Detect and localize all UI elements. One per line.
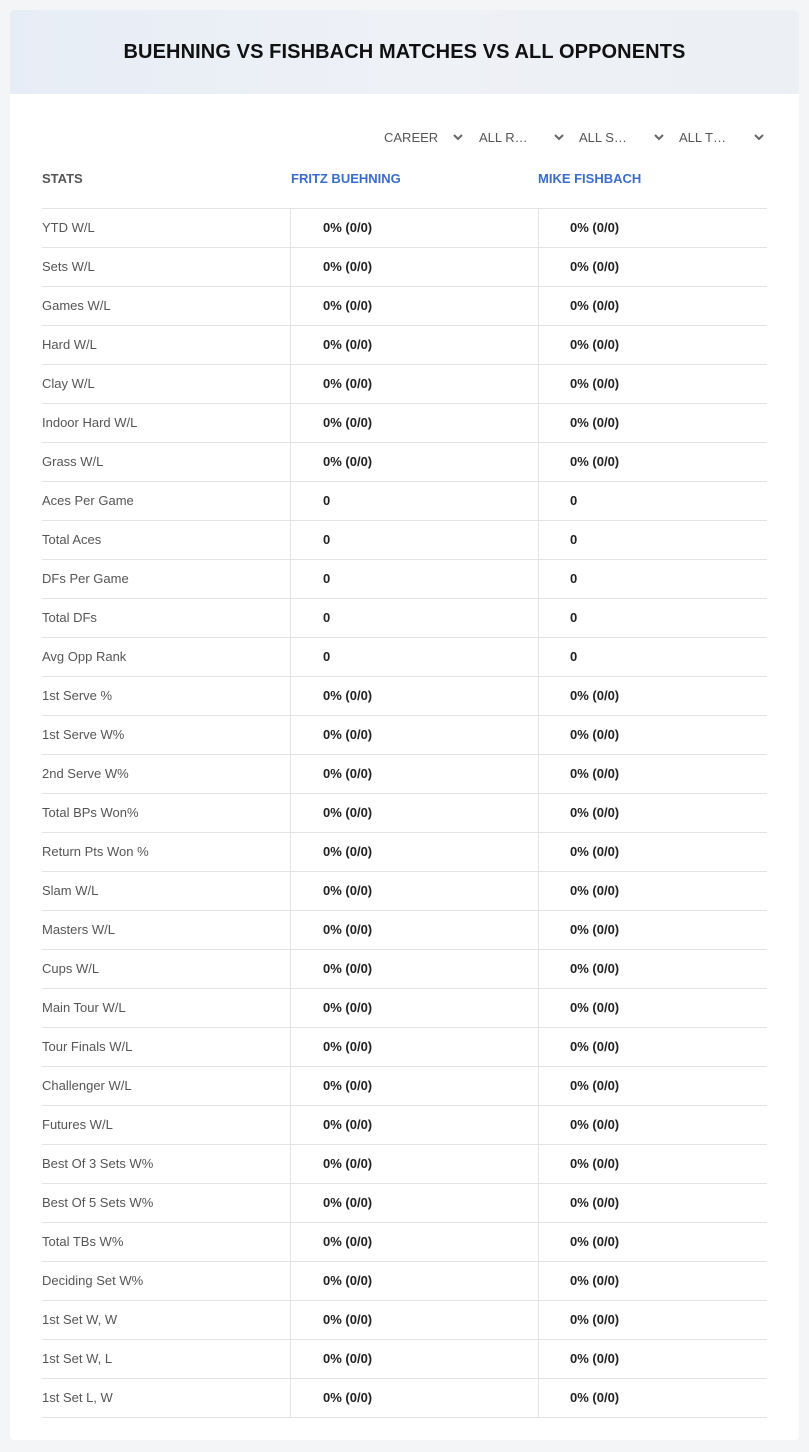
table-row [42, 833, 767, 872]
player-a-value: 0% (0/0) [323, 337, 373, 352]
table-row [42, 365, 767, 404]
column-divider [290, 1223, 291, 1261]
player-a-value: 0% (0/0) [323, 1000, 373, 1015]
stat-label: Deciding Set W% [42, 1273, 144, 1288]
stat-label: 1st Set L, W [42, 1390, 113, 1405]
stat-label: YTD W/L [42, 220, 95, 235]
column-divider [538, 833, 539, 871]
player-b-value: 0% (0/0) [570, 376, 620, 391]
table-row [42, 1067, 767, 1106]
column-divider [290, 1145, 291, 1183]
stat-label: 1st Serve W% [42, 727, 125, 742]
column-divider [538, 989, 539, 1027]
timeframe-select-value: CAREER [384, 129, 439, 145]
player-b-value: 0% (0/0) [570, 1390, 620, 1405]
player-b-value: 0 [570, 532, 578, 547]
stat-label: Grass W/L [42, 454, 104, 469]
player-b-value: 0% (0/0) [570, 259, 620, 274]
table-row [42, 911, 767, 950]
column-divider [290, 989, 291, 1027]
chevron-down-icon [753, 131, 765, 143]
table-row [42, 716, 767, 755]
table-row [42, 521, 767, 560]
player-a-value: 0% (0/0) [323, 766, 373, 781]
card-header [10, 10, 799, 94]
column-divider [538, 599, 539, 637]
stat-label: Avg Opp Rank [42, 649, 127, 664]
column-divider [538, 677, 539, 715]
stat-label: Masters W/L [42, 922, 115, 937]
column-divider [290, 872, 291, 910]
column-divider [538, 1067, 539, 1105]
column-divider [290, 1028, 291, 1066]
table-row [42, 599, 767, 638]
player-b-value: 0% (0/0) [570, 1273, 620, 1288]
column-divider [290, 755, 291, 793]
player-a-value: 0% (0/0) [323, 1078, 373, 1093]
column-divider [290, 599, 291, 637]
player-a-value: 0% (0/0) [323, 883, 373, 898]
stat-label: 2nd Serve W% [42, 766, 129, 781]
column-divider [538, 443, 539, 481]
column-divider [290, 365, 291, 403]
player-b-value: 0% (0/0) [570, 1312, 620, 1327]
table-row [42, 950, 767, 989]
player-b-value: 0% (0/0) [570, 1156, 620, 1171]
player-b-value: 0% (0/0) [570, 1000, 620, 1015]
player-a-value: 0% (0/0) [323, 1039, 373, 1054]
player-b-value: 0% (0/0) [570, 454, 620, 469]
column-divider [538, 716, 539, 754]
table-row [42, 638, 767, 677]
player-b-value: 0% (0/0) [570, 688, 620, 703]
column-divider [290, 911, 291, 949]
table-row [42, 1028, 767, 1067]
stat-label: 1st Set W, W [42, 1312, 118, 1327]
player-a-value: 0% (0/0) [323, 1390, 373, 1405]
column-divider [290, 638, 291, 676]
player-a-value: 0 [323, 649, 331, 664]
filter-bar [10, 126, 799, 148]
stat-label: Best Of 3 Sets W% [42, 1156, 154, 1171]
player-a-value: 0% (0/0) [323, 376, 373, 391]
stat-label: Games W/L [42, 298, 111, 313]
player-b-value: 0% (0/0) [570, 1039, 620, 1054]
player-b-value: 0% (0/0) [570, 337, 620, 352]
page-title: BUEHNING VS FISHBACH MATCHES VS ALL OPPONENTS [123, 40, 686, 63]
column-divider [290, 1184, 291, 1222]
column-divider [290, 950, 291, 988]
stat-label: Best Of 5 Sets W% [42, 1195, 154, 1210]
table-row [42, 1301, 767, 1340]
player-b-value: 0 [570, 610, 578, 625]
player-b-value: 0% (0/0) [570, 1234, 620, 1249]
player-b-link[interactable]: MIKE FISHBACH [538, 171, 642, 186]
column-divider [538, 1223, 539, 1261]
player-a-value: 0% (0/0) [323, 259, 373, 274]
table-row [42, 482, 767, 521]
column-divider [538, 482, 539, 520]
stat-label: Slam W/L [42, 883, 99, 898]
column-divider [290, 677, 291, 715]
column-divider [538, 794, 539, 832]
column-divider [538, 560, 539, 598]
player-b-value: 0 [570, 649, 578, 664]
column-divider [290, 443, 291, 481]
stats-card [10, 10, 799, 1440]
player-a-value: 0% (0/0) [323, 922, 373, 937]
table-row [42, 326, 767, 365]
stat-label: Tour Finals W/L [42, 1039, 133, 1054]
stat-label: Total DFs [42, 610, 97, 625]
player-a-value: 0% (0/0) [323, 1273, 373, 1288]
column-divider [290, 1301, 291, 1339]
player-b-value: 0% (0/0) [570, 1195, 620, 1210]
player-b-value: 0 [570, 493, 578, 508]
player-a-value: 0% (0/0) [323, 727, 373, 742]
column-divider [538, 950, 539, 988]
table-row [42, 1184, 767, 1223]
column-divider [290, 287, 291, 325]
player-a-value: 0% (0/0) [323, 805, 373, 820]
timeframe-select[interactable] [384, 126, 464, 148]
player-a-value: 0% (0/0) [323, 1195, 373, 1210]
column-divider [538, 1028, 539, 1066]
table-row [42, 1262, 767, 1301]
stat-label: Clay W/L [42, 376, 95, 391]
player-b-value: 0% (0/0) [570, 298, 620, 313]
stats-column-header: STATS [42, 171, 83, 186]
player-a-value: 0% (0/0) [323, 961, 373, 976]
table-row [42, 989, 767, 1028]
player-b-value: 0 [570, 571, 578, 586]
column-divider [538, 326, 539, 364]
column-divider [538, 755, 539, 793]
player-a-value: 0% (0/0) [323, 1117, 373, 1132]
player-a-value: 0 [323, 610, 331, 625]
stat-label: Total Aces [42, 532, 102, 547]
table-row [42, 1340, 767, 1379]
surface-select[interactable] [579, 126, 665, 148]
column-divider [538, 1301, 539, 1339]
column-divider [538, 209, 539, 247]
column-divider [538, 1340, 539, 1378]
player-a-value: 0% (0/0) [323, 1234, 373, 1249]
column-divider [290, 248, 291, 286]
column-divider [290, 560, 291, 598]
tournament-select[interactable] [679, 126, 765, 148]
column-divider [538, 872, 539, 910]
stat-label: Return Pts Won % [42, 844, 149, 859]
stat-label: Hard W/L [42, 337, 97, 352]
table-header [42, 170, 767, 208]
player-a-value: 0% (0/0) [323, 220, 373, 235]
table-row [42, 872, 767, 911]
table-row [42, 794, 767, 833]
round-select[interactable] [479, 126, 565, 148]
column-divider [538, 1184, 539, 1222]
player-b-value: 0% (0/0) [570, 220, 620, 235]
column-divider [538, 1379, 539, 1417]
chevron-down-icon [553, 131, 565, 143]
round-select-value: ALL R… [479, 129, 528, 145]
player-b-value: 0% (0/0) [570, 727, 620, 742]
player-a-value: 0 [323, 493, 331, 508]
table-row [42, 1379, 767, 1418]
stats-table [42, 208, 767, 1418]
chevron-down-icon [452, 131, 464, 143]
player-b-value: 0% (0/0) [570, 1078, 620, 1093]
column-divider [538, 404, 539, 442]
player-a-value: 0% (0/0) [323, 844, 373, 859]
stat-label: DFs Per Game [42, 571, 129, 586]
column-divider [290, 1106, 291, 1144]
stat-label: Sets W/L [42, 259, 95, 274]
player-b-value: 0% (0/0) [570, 883, 620, 898]
column-divider [538, 1145, 539, 1183]
stat-label: Aces Per Game [42, 493, 134, 508]
player-a-value: 0% (0/0) [323, 1351, 373, 1366]
column-divider [290, 1067, 291, 1105]
player-b-value: 0% (0/0) [570, 1117, 620, 1132]
stat-label: Challenger W/L [42, 1078, 132, 1093]
column-divider [290, 404, 291, 442]
stat-label: Main Tour W/L [42, 1000, 126, 1015]
player-a-value: 0% (0/0) [323, 415, 373, 430]
column-divider [290, 794, 291, 832]
table-row [42, 209, 767, 248]
player-b-value: 0% (0/0) [570, 922, 620, 937]
column-divider [538, 287, 539, 325]
player-a-value: 0% (0/0) [323, 298, 373, 313]
player-a-value: 0% (0/0) [323, 688, 373, 703]
column-divider [538, 1262, 539, 1300]
column-divider [538, 911, 539, 949]
column-divider [538, 365, 539, 403]
player-a-value: 0% (0/0) [323, 1156, 373, 1171]
table-row [42, 755, 767, 794]
table-row [42, 1106, 767, 1145]
column-divider [290, 326, 291, 364]
table-row [42, 1223, 767, 1262]
column-divider [290, 1340, 291, 1378]
player-a-value: 0 [323, 532, 331, 547]
stat-label: 1st Set W, L [42, 1351, 113, 1366]
player-b-value: 0% (0/0) [570, 415, 620, 430]
table-row [42, 443, 767, 482]
column-divider [538, 248, 539, 286]
column-divider [538, 638, 539, 676]
player-a-link[interactable]: FRITZ BUEHNING [291, 171, 401, 186]
chevron-down-icon [653, 131, 665, 143]
stat-label: Total BPs Won% [42, 805, 139, 820]
stat-label: 1st Serve % [42, 688, 113, 703]
column-divider [290, 1262, 291, 1300]
column-divider [290, 209, 291, 247]
table-row [42, 677, 767, 716]
stat-label: Cups W/L [42, 961, 100, 976]
stat-label: Futures W/L [42, 1117, 113, 1132]
table-row [42, 560, 767, 599]
column-divider [290, 482, 291, 520]
column-divider [538, 521, 539, 559]
player-b-value: 0% (0/0) [570, 805, 620, 820]
column-divider [538, 1106, 539, 1144]
player-b-value: 0% (0/0) [570, 961, 620, 976]
stat-label: Indoor Hard W/L [42, 415, 138, 430]
surface-select-value: ALL S… [579, 129, 627, 145]
column-divider [290, 716, 291, 754]
player-a-value: 0% (0/0) [323, 1312, 373, 1327]
player-b-value: 0% (0/0) [570, 766, 620, 781]
table-row [42, 404, 767, 443]
stat-label: Total TBs W% [42, 1234, 124, 1249]
player-a-value: 0% (0/0) [323, 454, 373, 469]
player-b-value: 0% (0/0) [570, 844, 620, 859]
column-divider [290, 1379, 291, 1417]
player-b-value: 0% (0/0) [570, 1351, 620, 1366]
table-row [42, 1145, 767, 1184]
table-row [42, 287, 767, 326]
tournament-select-value: ALL T… [679, 129, 726, 145]
column-divider [290, 521, 291, 559]
player-a-value: 0 [323, 571, 331, 586]
table-row [42, 248, 767, 287]
column-divider [290, 833, 291, 871]
